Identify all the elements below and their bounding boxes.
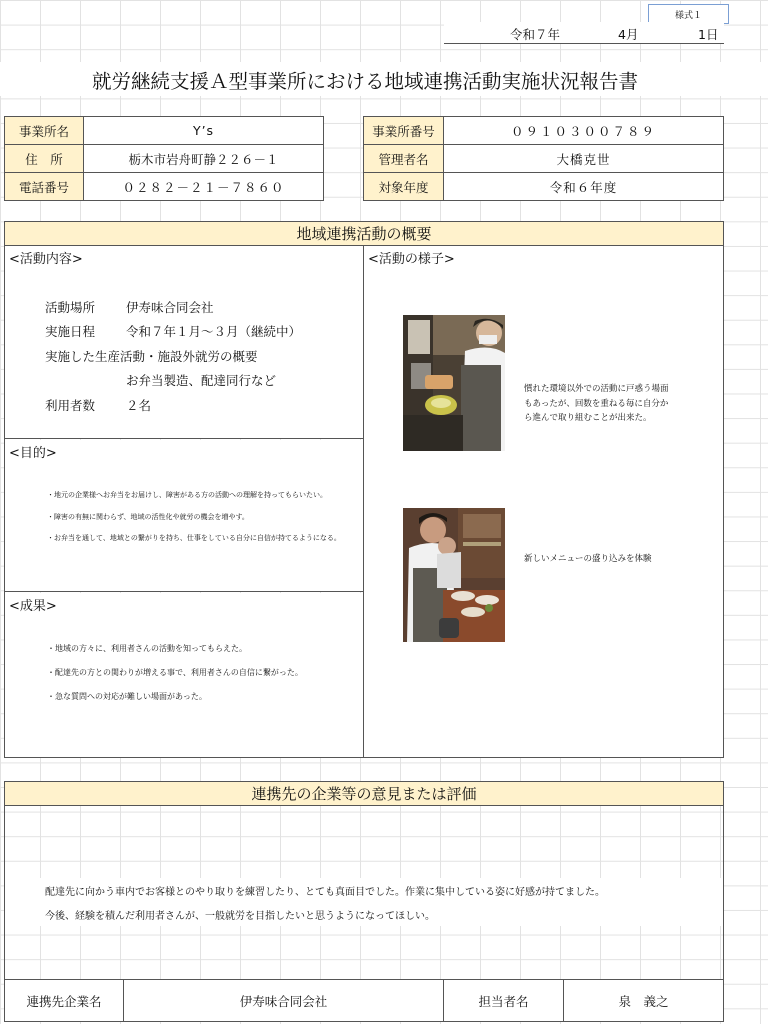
office-name-value: Y’s	[83, 116, 324, 145]
company-label: 連携先企業名	[4, 979, 124, 1022]
manager-label: 管理者名	[363, 144, 444, 173]
schedule-label: 実施日程	[45, 324, 96, 339]
date-row	[444, 22, 724, 44]
target-year-label: 対象年度	[363, 172, 444, 201]
result-item: ・急な質問への対応が難しい場面があった。	[47, 692, 207, 701]
opinion-line: 今後、経験を積んだ利用者さんが、一般就労を目指したいと思うようになってほしい。	[45, 911, 435, 922]
users-value: ２名	[126, 398, 152, 413]
opinion-text-band	[5, 878, 723, 926]
date-month: 4月	[618, 27, 639, 42]
plating-photo-image	[403, 508, 505, 642]
result-item: ・配達先の方との関わりが増える事で、利用者さんの自信に繋がった。	[47, 668, 303, 677]
summary-label: 実施した生産活動・施設外就労の概要	[45, 349, 258, 364]
kitchen-photo-image	[403, 315, 505, 451]
results-block	[5, 593, 363, 757]
place-label: 活動場所	[45, 300, 96, 315]
purpose-heading: <目的>	[9, 446, 57, 461]
activity-block	[5, 246, 363, 439]
office-no-label: 事業所番号	[363, 116, 444, 145]
purpose-item: ・地元の企業様へお弁当をお届けし、障害がある方の活動への理解を持ってもらいたい。	[47, 491, 327, 499]
company-value: 伊寿味合同会社	[123, 979, 444, 1022]
purpose-item: ・お弁当を通して、地域との繋がりを持ち、仕事をしている自分に自信が持てるようになる。	[47, 534, 341, 542]
target-year-value: 令和６年度	[443, 172, 724, 201]
photo-1-caption-line: もあったが、回数を重ねる毎に自分か	[524, 398, 669, 409]
person-label: 担当者名	[443, 979, 564, 1022]
activity-photo-2	[403, 508, 505, 642]
users-label: 利用者数	[45, 398, 96, 413]
activity-heading: <活動内容>	[9, 252, 83, 267]
manager-value: 大橋克世	[443, 144, 724, 173]
photo-2-caption: 新しいメニューの盛り込みを体験	[524, 554, 652, 564]
result-item: ・地域の方々に、利用者さんの活動を知ってもらえた。	[47, 644, 247, 653]
overview-header: 地域連携活動の概要	[4, 221, 724, 246]
office-name-label: 事業所名	[4, 116, 84, 145]
state-heading: <活動の様子>	[368, 252, 455, 267]
phone-value: ０２８２－２１－７８６０	[83, 172, 324, 201]
photo-1-caption	[524, 382, 669, 426]
person-value: 泉 義之	[563, 979, 724, 1022]
place-value: 伊寿味合同会社	[126, 300, 214, 315]
address-label: 住 所	[4, 144, 84, 173]
opinion-line: 配達先に向かう車内でお客様とのやり取りを練習したり、とても真面目でした。作業に集中している姿に好感が持てました。	[45, 887, 605, 898]
summary-value: お弁当製造、配達同行など	[126, 373, 277, 388]
schedule-value: 令和７年１月～３月（継続中）	[126, 324, 302, 339]
form-label	[648, 4, 729, 24]
phone-label: 電話番号	[4, 172, 84, 201]
purpose-block	[5, 440, 363, 592]
purpose-item: ・障害の有無に関わらず、地域の活性化や就労の機会を増やす。	[47, 513, 249, 521]
photo-1-caption-line: ら進んで取り組むことが出来た。	[524, 413, 652, 423]
date-day: 1日	[698, 27, 719, 42]
date-era-year: 令和７年	[510, 27, 561, 42]
photo-1-caption-line: 慣れた環境以外での活動に戸惑う場面	[524, 384, 669, 394]
results-heading: <成果>	[9, 599, 57, 614]
address-value: 栃木市岩舟町静２２６－１	[83, 144, 324, 173]
opinion-header: 連携先の企業等の意見または評価	[4, 781, 724, 806]
form-label-text: 様式１	[674, 10, 702, 21]
document-title: 就労継続支援Ａ型事業所における地域連携活動実施状況報告書	[92, 70, 639, 93]
activity-photo-1	[403, 315, 505, 451]
office-no-value: ０９１０３００７８９	[443, 116, 724, 145]
